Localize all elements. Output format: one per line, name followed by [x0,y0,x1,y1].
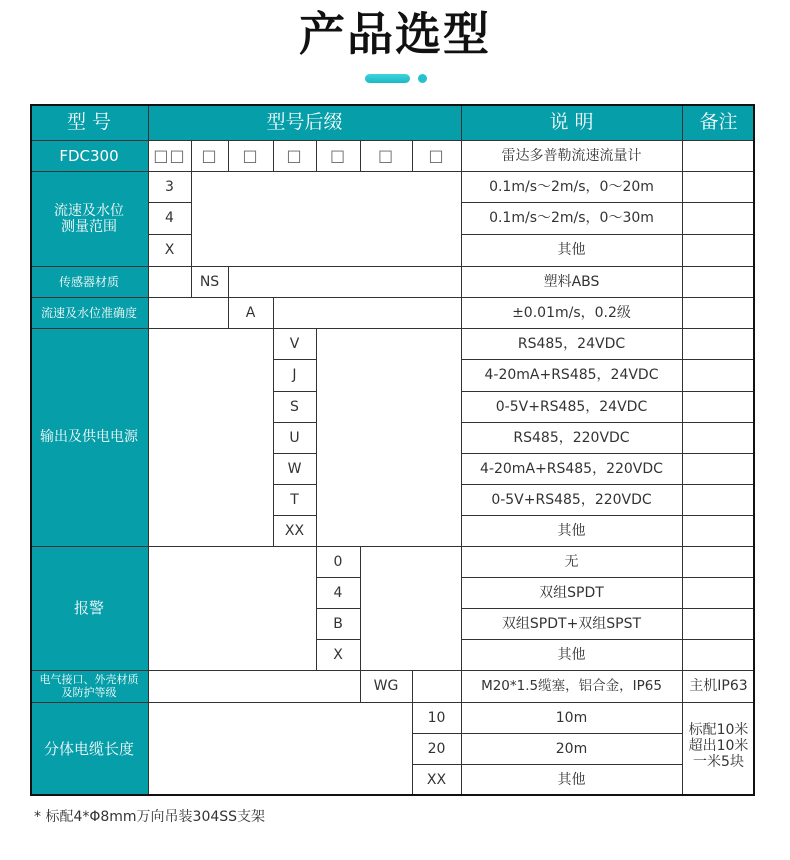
option-code: T [273,484,316,515]
option-code: J [273,359,316,391]
option-description: RS485，220VDC [461,422,682,453]
section-label-electrical [30,670,148,702]
suffix-slot: □ [273,140,316,171]
suffix-slot: □ [412,140,461,171]
remark-line: 超出10米 [688,738,749,754]
section-label-accuracy: 流速及水位准确度 [30,297,148,328]
option-description: ±0.01m/s，0.2级 [461,297,682,328]
model-description: 雷达多普勒流速流量计 [461,140,682,171]
option-remark: 主机IP63 [682,670,755,702]
option-description: RS485，24VDC [461,328,682,359]
option-description: 其他 [461,764,682,796]
option-code: W [273,453,316,484]
option-description: M20*1.5缆塞，铝合金，IP65 [461,670,682,702]
option-code: 20 [412,733,461,764]
option-code: B [316,608,360,639]
option-code: NS [191,266,228,297]
option-description: 0.1m/s～2m/s，0～20m [461,171,682,202]
section-label-alarm: 报警 [30,546,148,670]
header-remark: 备注 [682,104,755,140]
suffix-slot: □ [360,140,412,171]
option-code: 10 [412,702,461,733]
model-code: FDC300 [30,140,148,171]
option-description: 双组SPDT [461,577,682,608]
option-code: XX [412,764,461,796]
option-description: 其他 [461,515,682,546]
section-label-range [30,171,148,266]
title-underline-dot [418,74,427,83]
header-description: 说 明 [461,104,682,140]
option-code: X [316,639,360,670]
remark-line: 一米5块 [693,754,744,770]
option-description: 0-5V+RS485，220VDC [461,484,682,515]
section-label-sensor-material: 传感器材质 [30,266,148,297]
option-description: 20m [461,733,682,764]
model-remark [682,140,755,171]
option-code: 4 [148,202,191,234]
label-line: 测量范围 [61,218,117,235]
option-description: 其他 [461,639,682,670]
option-description: 10m [461,702,682,733]
option-description: 无 [461,546,682,577]
option-code: 4 [316,577,360,608]
option-description: 其他 [461,234,682,266]
option-code: A [228,297,273,328]
option-code: 3 [148,171,191,202]
option-code: 0 [316,546,360,577]
label-line: 流速及水位 [54,202,124,219]
footnote: * 标配4*Φ8mm万向吊装304SS支架 [34,809,266,825]
suffix-slot: □ [191,140,228,171]
option-description: 双组SPDT+双组SPST [461,608,682,639]
selection-table [30,104,755,796]
header-model: 型 号 [30,104,148,140]
option-description: 4-20mA+RS485，220VDC [461,453,682,484]
option-description: 4-20mA+RS485，24VDC [461,359,682,391]
header-suffix: 型号后缀 [148,104,461,140]
option-code: V [273,328,316,359]
label-line: 电气接口、外壳材质 [39,673,139,686]
section-label-output-power: 输出及供电电源 [30,328,148,546]
cable-remark [682,702,755,796]
option-code: U [273,422,316,453]
option-code: S [273,391,316,422]
title-underline-bar [365,74,410,83]
section-label-cable-length: 分体电缆长度 [30,702,148,796]
suffix-slot: □ [316,140,360,171]
option-description: 0.1m/s～2m/s，0～30m [461,202,682,234]
remark-line: 标配10米 [688,722,749,738]
option-code: XX [273,515,316,546]
option-code: X [148,234,191,266]
suffix-slot: □ [228,140,273,171]
option-code: WG [360,670,412,702]
page-title: 产品选型 [299,7,491,61]
suffix-slot: □□ [148,140,191,171]
option-description: 塑料ABS [461,266,682,297]
label-line: 及防护等级 [61,686,117,699]
option-description: 0-5V+RS485，24VDC [461,391,682,422]
